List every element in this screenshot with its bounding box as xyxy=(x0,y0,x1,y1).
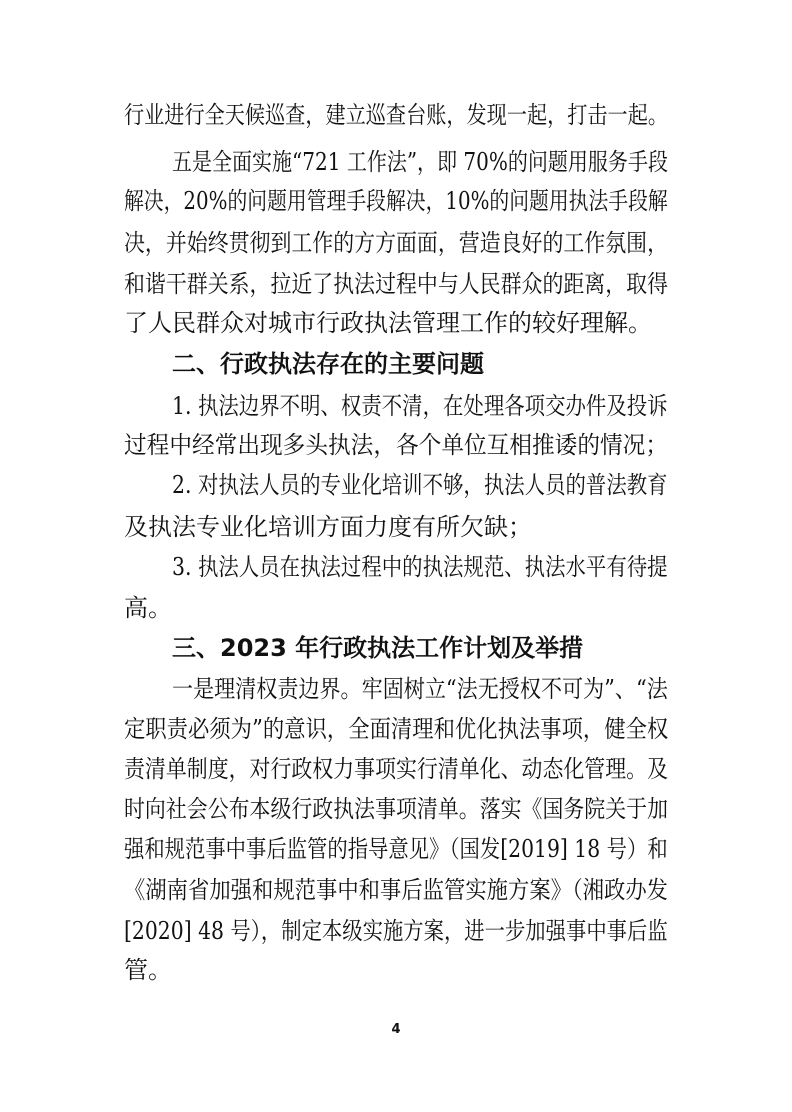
section-heading: 二、行政执法存在的主要问题 xyxy=(172,350,484,378)
text-line: 时向社会公布本级行政执法事项清单。落实《国务院关于加 xyxy=(124,795,668,823)
text-line: 管。 xyxy=(124,956,172,984)
text-line: 2. 对执法人员的专业化培训不够，执法人员的普法教育 xyxy=(172,471,668,499)
text-line: 3. 执法人员在执法过程中的执法规范、执法水平有待提 xyxy=(172,553,668,581)
text-line: 行业进行全天候巡查，建立巡查台账，发现一起，打击一起。 xyxy=(124,101,668,129)
text-line: 责清单制度，对行政权力事项实行清单化、动态化管理。及 xyxy=(124,755,668,783)
text-line: 及执法专业化培训方面力度有所欠缺； xyxy=(124,513,532,541)
text-line: 和谐干群关系，拉近了执法过程中与人民群众的距离，取得 xyxy=(124,270,668,298)
section-heading: 三、2023 年行政执法工作计划及举措 xyxy=(172,634,584,662)
text-line: 了人民群众对城市行政执法管理工作的较好理解。 xyxy=(124,309,652,337)
text-line: 《湖南省加强和规范事中和事后监管实施方案》（湘政办发 xyxy=(124,876,668,904)
page-number: 4 xyxy=(391,1022,401,1037)
text-line: [2020] 48 号），制定本级实施方案，进一步加强事中事后监 xyxy=(124,917,668,945)
text-line: 解决，20%的问题用管理手段解决，10%的问题用执法手段解 xyxy=(124,187,668,215)
text-line: 决，并始终贯彻到工作的方方面面，营造良好的工作氛围， xyxy=(124,229,668,257)
text-line: 强和规范事中事后监管的指导意见》（国发[2019] 18 号）和 xyxy=(124,835,668,863)
text-line: 一是理清权责边界。牢固树立“法无授权不可为”、“法 xyxy=(172,675,668,703)
text-line: 五是全面实施“721 工作法”，即 70%的问题用服务手段 xyxy=(172,148,668,176)
text-line: 高。 xyxy=(124,594,172,622)
text-line: 1. 执法边界不明、权责不清，在处理各项交办件及投诉 xyxy=(172,392,668,420)
text-line: 定职责必须为”的意识，全面清理和优化执法事项，健全权 xyxy=(124,715,669,743)
text-line: 过程中经常出现多头执法，各个单位互相推诿的情况； xyxy=(124,431,668,459)
